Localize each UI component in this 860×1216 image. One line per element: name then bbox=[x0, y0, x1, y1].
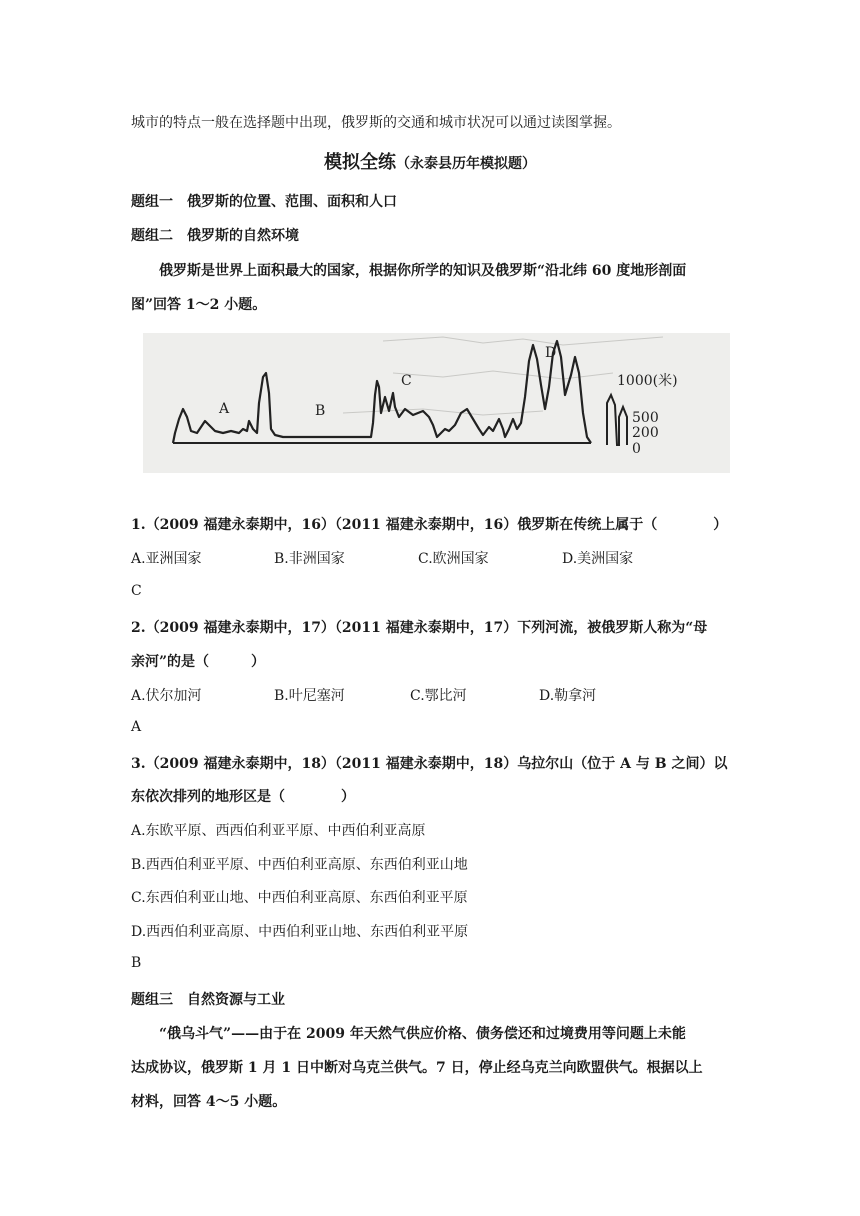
question-2-stem-line1: 2.（2009 福建永泰期中，17）（2011 福建永泰期中，17）下列河流，被俄罗斯人称为“母 bbox=[131, 620, 708, 636]
q3-option-c: C.东西伯利亚山地、中西伯利亚高原、东西伯利亚平原 bbox=[131, 890, 468, 906]
question-3-stem-line2: 东依次排列的地形区是（ ） bbox=[131, 789, 355, 805]
question-3-stem-line1: 3.（2009 福建永泰期中，18）（2011 福建永泰期中，18）乌拉尔山（位于 A 与 B 之间）以 bbox=[131, 756, 728, 772]
terrain-profile-svg bbox=[143, 333, 730, 473]
label-c: C bbox=[401, 373, 412, 389]
q1-option-d: D.美洲国家 bbox=[562, 551, 634, 567]
g2-intro-line2: 图”回答 1～2 小题。 bbox=[131, 297, 267, 313]
section-title bbox=[0, 148, 860, 174]
question-2-stem-line2: 亲河”的是（ ） bbox=[131, 654, 266, 670]
question-1-stem: 1.（2009 福建永泰期中，16）（2011 福建永泰期中，16）俄罗斯在传统上属于（ ） bbox=[131, 517, 728, 533]
scale-bars bbox=[607, 395, 627, 445]
q2-option-a: A.伏尔加河 bbox=[131, 688, 202, 704]
q1-option-c: C.欧洲国家 bbox=[418, 551, 489, 567]
section-title-main: 模拟全练 bbox=[324, 152, 396, 173]
q2-option-d: D.勒拿河 bbox=[539, 688, 597, 704]
q3-option-a: A.东欧平原、西西伯利亚平原、中西伯利亚高原 bbox=[131, 823, 426, 839]
q1-answer: C bbox=[131, 583, 142, 599]
q3-answer: B bbox=[131, 955, 142, 971]
q3-option-d: D.西西伯利亚高原、中西伯利亚山地、东西伯利亚平原 bbox=[131, 924, 469, 940]
group-heading-3: 题组三 自然资源与工业 bbox=[131, 992, 285, 1008]
q2-answer: A bbox=[131, 719, 142, 735]
g2-intro-line1: 俄罗斯是世界上面积最大的国家，根据你所学的知识及俄罗斯“沿北纬 60 度地形剖面 bbox=[159, 263, 687, 279]
q1-option-a: A.亚洲国家 bbox=[131, 551, 202, 567]
g3-intro-line2: 达成协议，俄罗斯 1 月 1 日中断对乌克兰供气。7 日，停止经乌克兰向欧盟供气。根据以上 bbox=[131, 1060, 703, 1076]
q2-option-c: C.鄂比河 bbox=[410, 688, 467, 704]
scale-label-200: 200 bbox=[632, 425, 659, 441]
g3-intro-line3: 材料，回答 4～5 小题。 bbox=[131, 1094, 287, 1110]
terrain-profile-line bbox=[173, 341, 591, 443]
q2-option-b: B.叶尼塞河 bbox=[274, 688, 345, 704]
scale-label-500: 500 bbox=[632, 410, 659, 426]
group-heading-1: 题组一 俄罗斯的位置、范围、面积和人口 bbox=[131, 194, 397, 210]
scale-label-0: 0 bbox=[632, 441, 641, 457]
section-title-sub: （永泰县历年模拟题） bbox=[396, 156, 536, 172]
group-heading-2: 题组二 俄罗斯的自然环境 bbox=[131, 228, 299, 244]
label-b: B bbox=[315, 403, 326, 419]
label-a: A bbox=[219, 401, 230, 417]
q1-option-b: B.非洲国家 bbox=[274, 551, 345, 567]
intro-line: 城市的特点一般在选择题中出现，俄罗斯的交通和城市状况可以通过读图掌握。 bbox=[131, 115, 621, 131]
g3-intro-line1: “俄乌斗气”——由于在 2009 年天然气供应价格、债务偿还和过境费用等问题上未能 bbox=[159, 1026, 686, 1042]
label-d: D bbox=[545, 345, 557, 361]
unit-label: 1000(米) bbox=[617, 373, 678, 389]
terrain-profile-figure bbox=[143, 333, 730, 473]
q3-option-b: B.西西伯利亚平原、中西伯利亚高原、东西伯利亚山地 bbox=[131, 857, 468, 873]
